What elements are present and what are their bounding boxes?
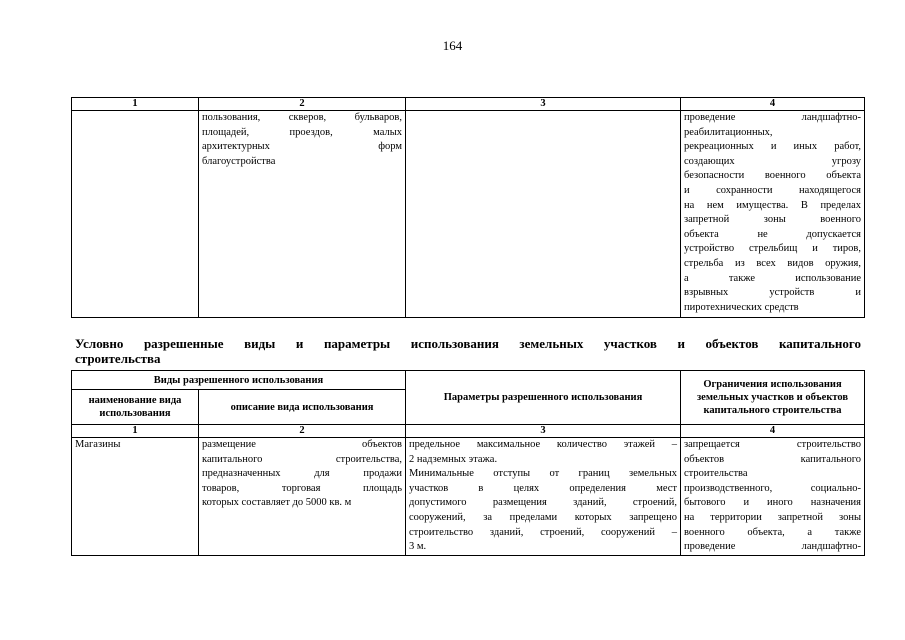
text-line: проведение ландшафтно- — [684, 112, 861, 123]
text-line: запретной зоны военного — [684, 214, 861, 226]
text-line: предельное максимальное количество этажей – — [409, 439, 678, 450]
section-title — [75, 336, 861, 366]
text-line: участков в целях определения мест — [409, 482, 678, 494]
header-row-1 — [72, 371, 865, 390]
text-line: и сохранности находящегося — [684, 184, 861, 196]
text-line: капитального строительства, — [202, 453, 403, 465]
use-description-cell — [199, 438, 406, 556]
table-row — [72, 111, 865, 318]
column-number-3: 3 — [406, 425, 681, 438]
text-line: реабилитационных, — [684, 126, 773, 138]
text-line: рекреационных и иных работ, — [684, 141, 861, 153]
text-line: площадей, проездов, малых — [202, 126, 402, 138]
parameters-header: Параметры разрешенного использования — [406, 371, 681, 425]
use-name-cell: Магазины — [72, 438, 199, 556]
text-line: объекта не допускается — [684, 228, 861, 240]
text-line: стрельба из всех видов оружия, — [684, 257, 861, 269]
text-line: производственного, социально- — [684, 482, 862, 494]
text-line: 2 надземных этажа. — [409, 453, 498, 465]
parameters-cell — [406, 438, 681, 556]
permitted-use-table-continuation — [71, 97, 865, 318]
restrictions-cell — [681, 111, 865, 318]
text-line: которых составляет до 5000 кв. м — [202, 497, 352, 509]
section-title-line-2: строительства — [75, 351, 161, 366]
text-line: архитектурных форм — [202, 141, 402, 153]
text-line: строительство зданий, строений, сооружений – — [409, 526, 678, 538]
restrictions-cell — [681, 438, 865, 556]
section-title-line-1: Условно разрешенные виды и параметры использования земельных участков и объектов капитального — [75, 336, 861, 351]
column-number-2: 2 — [199, 425, 406, 438]
parameters-cell — [406, 111, 681, 318]
text-line: допустимого размещения зданий, строений, — [409, 497, 678, 509]
column-number-1: 1 — [72, 98, 199, 111]
column-number-3: 3 — [406, 98, 681, 111]
text-line: а также использование — [684, 272, 861, 284]
text-line: товаров, торговая площадь — [202, 482, 403, 494]
table-row — [72, 438, 865, 556]
column-number-4: 4 — [681, 425, 865, 438]
use-kinds-group-header: Виды разрешенного использования — [72, 371, 406, 390]
text-line: бытового и иного назначения — [684, 497, 862, 509]
text-line: строительства — [684, 468, 748, 480]
column-number-row — [72, 425, 865, 438]
text-line: устройство стрельбищ и тиров, — [684, 243, 861, 255]
text-line: создающих угрозу — [684, 155, 861, 167]
text-line: безопасности военного объекта — [684, 170, 861, 182]
text-line: взрывных устройств и — [684, 287, 861, 299]
use-description-header: описание вида использования — [199, 390, 406, 425]
text-line: Минимальные отступы от границ земельных — [409, 468, 678, 480]
text-line: запрещается строительство — [684, 439, 862, 450]
text-line: на территории запретной зоны — [684, 511, 862, 523]
column-number-2: 2 — [199, 98, 406, 111]
text-line: сооружений, за пределами которых запрещено — [409, 511, 678, 523]
text-line: проведение ландшафтно- — [684, 541, 862, 553]
text-line: 3 м. — [409, 541, 427, 553]
text-line: пользования, скверов, бульваров, — [202, 112, 402, 123]
use-name-header: наименование вида использования — [72, 390, 199, 425]
page-number: 164 — [442, 38, 463, 53]
text-line: пиротехнических средств — [684, 301, 799, 313]
column-number-1: 1 — [72, 425, 199, 438]
text-line: военного объекта, а также — [684, 526, 862, 538]
text-line: размещение объектов — [202, 439, 403, 450]
text-line: на нем имущества. В пределах — [684, 199, 861, 211]
column-number-row — [72, 98, 865, 111]
text-line: предназначенных для продажи — [202, 468, 403, 480]
column-number-4: 4 — [681, 98, 865, 111]
use-description-cell — [199, 111, 406, 318]
text-line: объектов капитального — [684, 453, 862, 465]
restrictions-header: Ограничения использования земельных участков и объектов капитального строительства — [681, 371, 865, 425]
conditionally-permitted-use-table — [71, 370, 865, 556]
use-name-cell — [72, 111, 199, 318]
text-line: благоустройства — [202, 155, 276, 167]
